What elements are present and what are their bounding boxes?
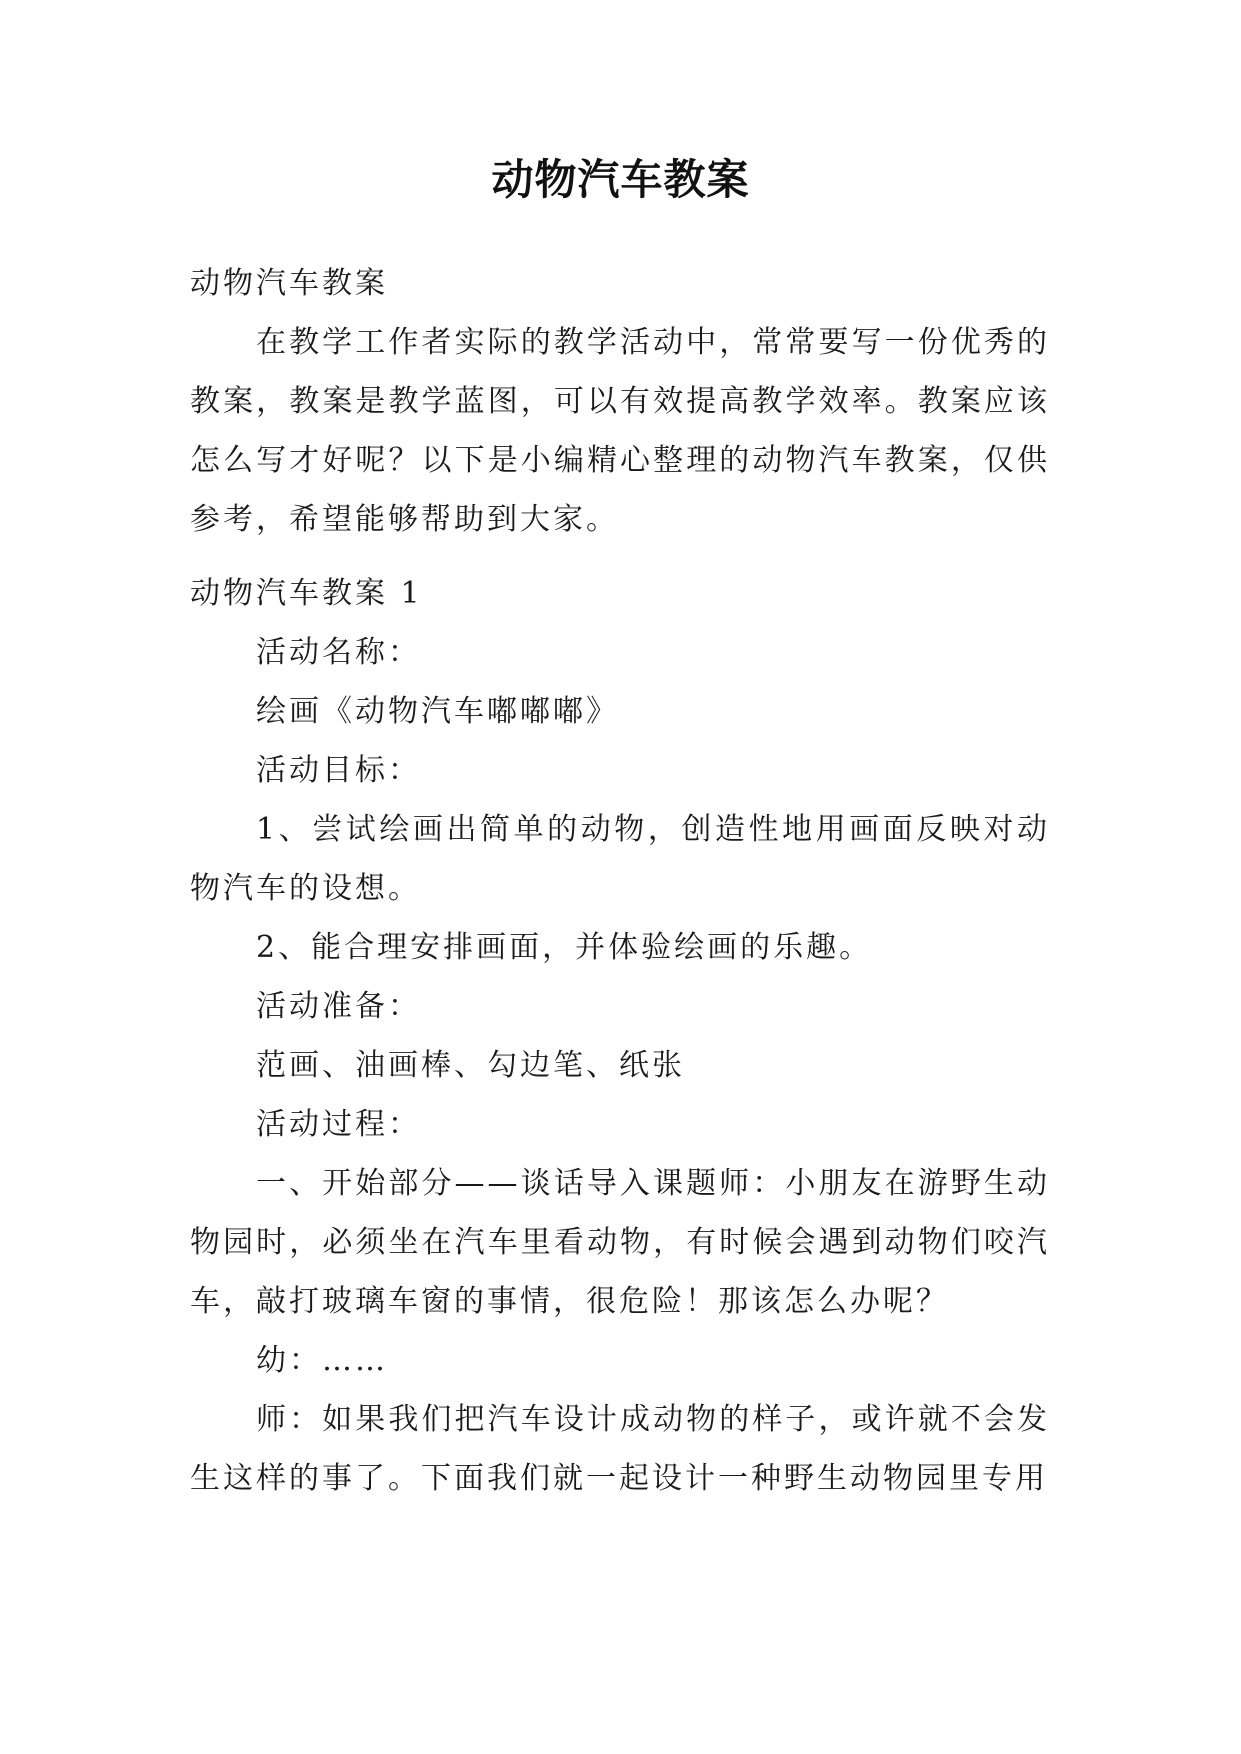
prep-label: 活动准备： [256,989,421,1024]
activity-name: 绘画《动物汽车嘟嘟嘟》 [256,694,619,729]
document-title: 动物汽车教案 [491,155,750,204]
document-body [190,254,1050,549]
prep-materials: 范画、油画棒、勾边笔、纸张 [256,1048,685,1083]
process-step-1: 一、开始部分——谈话导入课题师：小朋友在游野生动物园时，必须坐在汽车里看动物，有时候会遇到动物们咬汽车，敲打玻璃车窗的事情，很危险！那该怎么办呢？ [190,1166,1050,1319]
activity-name-label: 活动名称： [256,635,421,670]
goals-label: 活动目标： [256,753,421,788]
goal-2: 2、能合理安排画面，并体验绘画的乐趣。 [256,930,873,965]
goal-1: 1、尝试绘画出简单的动物，创造性地用画面反映对动物汽车的设想。 [190,812,1050,906]
process-label: 活动过程： [256,1107,421,1142]
teacher-reply: 师：如果我们把汽车设计成动物的样子，或许就不会发生这样的事了。下面我们就一起设计一种野生动物园里专用 [190,1402,1050,1496]
document-subtitle: 动物汽车教案 [190,266,388,301]
section-heading: 动物汽车教案 1 [190,576,423,611]
section-1 [190,564,1050,1508]
intro-paragraph: 在教学工作者实际的教学活动中，常常要写一份优秀的教案，教案是教学蓝图，可以有效提高教学效率。教案应该怎么写才好呢？以下是小编精心整理的动物汽车教案，仅供参考，希望能够帮助到大家。 [190,325,1050,537]
child-reply: 幼：…… [256,1343,388,1378]
